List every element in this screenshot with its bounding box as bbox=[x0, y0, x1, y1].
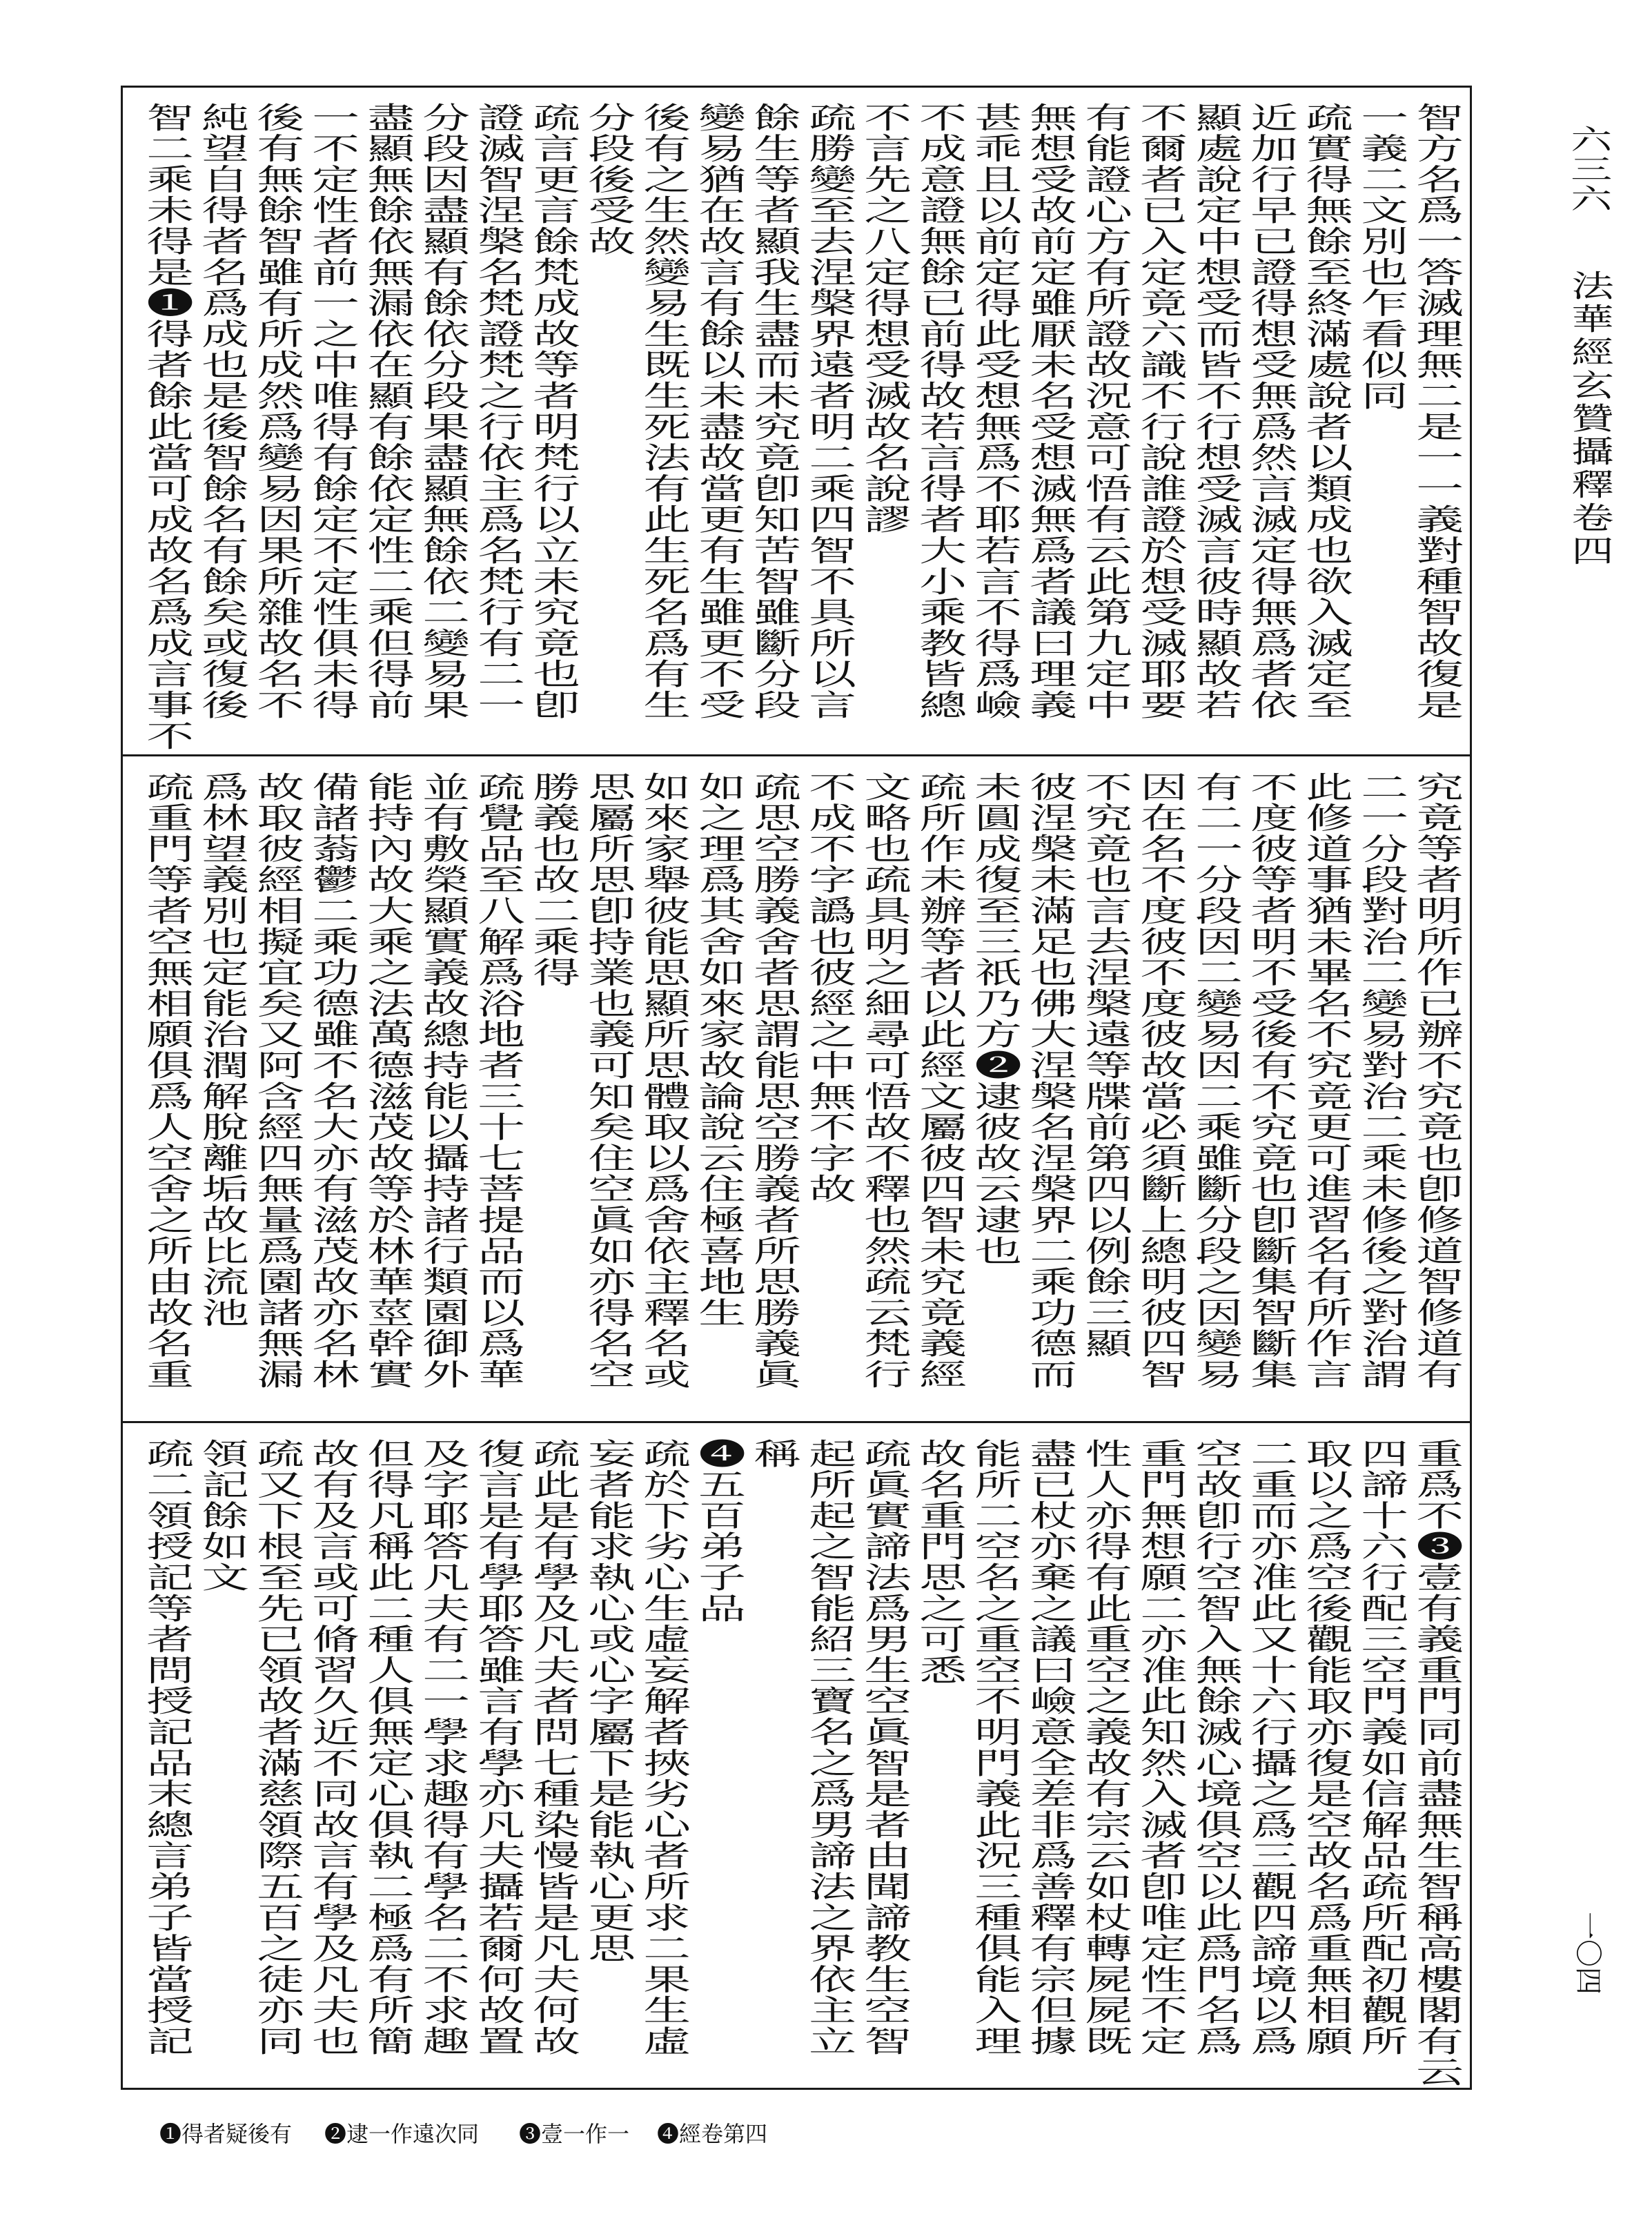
footnote: ❹經卷第四 bbox=[657, 2121, 768, 2147]
page-number: 一〇四 bbox=[1572, 1912, 1604, 1995]
text-column: 重門無想願二亦准此知然入滅者卽唯定性不定 bbox=[1132, 1438, 1188, 2057]
text-column: 究竟等者明所作已辦不究竟也卽修道智修道有 bbox=[1408, 772, 1464, 1390]
text-column: 盡顯無餘依無漏依在顯有餘依定性二乘但得前 bbox=[360, 102, 415, 721]
text-column: 後有之生然變易生既生死法有此生死名爲有生 bbox=[636, 102, 691, 721]
text-column: 有二一分段因二變易因二乘雖斷分段之因變易 bbox=[1188, 772, 1243, 1390]
text-column: 故名重門思之可悉 bbox=[912, 1438, 967, 1686]
text-column: 疏思空勝義舍者思謂能思空勝義者所思勝義眞 bbox=[746, 772, 801, 1390]
text-column: 妄者能求執心或心字屬下是能執心更思 bbox=[580, 1438, 636, 1964]
register-top bbox=[121, 86, 1472, 752]
text-column: 疏所作未辦等者以此經文屬彼四智未究竟義經 bbox=[912, 772, 967, 1390]
text-column: 領記餘如文 bbox=[194, 1438, 249, 1593]
text-column: 並有敷榮顯實義故總持能以攝持諸行類園御外 bbox=[415, 772, 470, 1390]
text-column: 疏眞實諦法爲男生空眞智是者由聞諦教生空智 bbox=[856, 1438, 912, 2057]
text-column: 智方名爲一答滅理無二是一一義對種智故復是 bbox=[1408, 102, 1464, 721]
text-column: 疏覺品至八解爲浴地者三十七菩提品而以爲華 bbox=[470, 772, 525, 1390]
text-column: 勝義也故二乘得 bbox=[525, 772, 580, 988]
register-middle bbox=[121, 755, 1472, 1422]
text-column: 但得凡稱此二種人俱無定心俱執二極爲有所簡 bbox=[360, 1438, 415, 2057]
text-column: 疏重門等者空無相願俱爲人空舍之所由故名重 bbox=[139, 772, 194, 1390]
text-column: 此修道事猶未畢名不究竟更可進習名有所作言 bbox=[1298, 772, 1353, 1390]
footnote: ❶得者疑後有 bbox=[159, 2121, 293, 2147]
text-column: 近加行早已證得想受無爲然言滅定得無爲者依 bbox=[1243, 102, 1298, 721]
text-column: 不成不字譌也彼經之中無不字故 bbox=[801, 772, 856, 1205]
text-column: 分段後受故 bbox=[580, 102, 636, 257]
text-column: 疏二領授記等者問授記品末總言弟子皆當授記 bbox=[139, 1438, 194, 2057]
text-column: 故有及言或可脩習久近不同故言有學及凡夫也 bbox=[304, 1438, 360, 2057]
text-column: 空故卽行空智入無餘滅心境俱空以此爲門名爲 bbox=[1188, 1438, 1243, 2057]
column-stack bbox=[139, 772, 1464, 1422]
text-column: 因在名不度彼不度彼故當必須斷上總明彼四智 bbox=[1132, 772, 1188, 1390]
chapter-title: ❹五百弟子品 bbox=[691, 1438, 746, 1624]
text-column: 甚乖且以前定得此受想無爲不耶若言不得爲嶮 bbox=[967, 102, 1022, 721]
text-column: 有能證心方有所證故況意可悟有云此第九定中 bbox=[1077, 102, 1132, 721]
text-column: 無想受故前定雖厭未名受想滅無爲者議曰理義 bbox=[1022, 102, 1077, 721]
text-column: 不度彼等者明不受後有不究竟也卽斷集智斷集 bbox=[1243, 772, 1298, 1390]
text-column: 後有無餘智雖有所成然爲變易因果所雜故名不 bbox=[249, 102, 304, 721]
text-column: 如來家舉彼能思顯所思體取以爲舍依主釋名或 bbox=[636, 772, 691, 1390]
text-column: 疏言更言餘梵成故等者明梵行以立未究竟也卽 bbox=[525, 102, 580, 721]
text-column: 疏實得無餘至終滿處說者以類成也欲入滅定至 bbox=[1298, 102, 1353, 721]
text-column: 二一分段對治二變易對治二乘未修後之對治謂 bbox=[1353, 772, 1408, 1390]
text-column: 疏於下劣心生虛妄解者挾劣心者所求二果生虛 bbox=[636, 1438, 691, 2057]
text-column: 如之理爲其舍如來家故論說云住極喜地生 bbox=[691, 772, 746, 1329]
text-column: 爲林望義別也定能治潤解脫離垢故比流池 bbox=[194, 772, 249, 1329]
text-column: 盡已杖亦棄之議曰嶮意全差非爲善釋有宗但據 bbox=[1022, 1438, 1077, 2057]
text-column: 文略也疏具明之細尋可悟故不釋也然疏云梵行 bbox=[856, 772, 912, 1390]
text-column: 不言先之八定得想受滅故名說謬 bbox=[856, 102, 912, 536]
text-column: 復言是有學耶答雖言有學亦凡夫攝若爾何故置 bbox=[470, 1438, 525, 2057]
header-page-index: 六三六 bbox=[1564, 125, 1612, 214]
text-column: 故取彼經相擬宜矣又阿含經四無量爲園諸無漏 bbox=[249, 772, 304, 1390]
text-column: 取以之爲空後觀能取亦復是空故名爲重無相願 bbox=[1298, 1438, 1353, 2057]
text-column: 能所二空名之重空不明門義此況三種俱能入理 bbox=[967, 1438, 1022, 2057]
text-column: 分段因盡顯有餘依分段果盡顯無餘依二變易果 bbox=[415, 102, 470, 721]
column-stack bbox=[139, 102, 1464, 752]
text-column: 未圓成復至三祇乃方❷逮彼故云逮也 bbox=[967, 772, 1022, 1266]
text-column: 能持內故大乘之法萬德滋茂故等於林華莖幹實 bbox=[360, 772, 415, 1390]
column-stack bbox=[139, 1438, 1464, 2088]
text-column: 備諸蓊鬱二乘功德雖不名大亦有滋茂故亦名林 bbox=[304, 772, 360, 1390]
text-column: 一不定性者前一之中唯得有餘定不定性俱未得 bbox=[304, 102, 360, 721]
text-column: 不成意證無餘已前得故若言得者大小乘教皆總 bbox=[912, 102, 967, 721]
text-column: 一義二文別也乍看似同 bbox=[1353, 102, 1408, 411]
text-column: 稱 bbox=[746, 1438, 801, 1469]
text-column: 證滅智涅槃名梵證梵之行依主爲名梵行有二一 bbox=[470, 102, 525, 721]
header-title: 法華經玄贊攝釋卷四 bbox=[1564, 270, 1613, 568]
text-column: 顯處說定中想受而皆不行想受滅言彼時顯故若 bbox=[1188, 102, 1243, 721]
text-column: 純望自得者名爲成也是後智餘名有餘矣或復後 bbox=[194, 102, 249, 721]
footnote: ❷逮一作遠次同 bbox=[324, 2121, 480, 2147]
text-column: 彼涅槃未滿足也佛大涅槃名涅槃界二乘功德而 bbox=[1022, 772, 1077, 1390]
text-column: 二重而亦准此又十六行攝之爲三觀四諦境以爲 bbox=[1243, 1438, 1298, 2057]
register-bottom bbox=[121, 1422, 1472, 2088]
text-column: 智二乘未得是❶得者餘此當可成故名爲成言事不 bbox=[139, 102, 194, 752]
text-column: 疏此是有學及凡夫者問七種染慢皆是凡夫何故 bbox=[525, 1438, 580, 2057]
text-column: 不爾者已入定竟六識不行說誰證於想受滅耶要 bbox=[1132, 102, 1188, 721]
text-column: 四諦十六行配三空門義如信解品疏所配初觀所 bbox=[1353, 1438, 1408, 2057]
text-column: 及字耶答凡夫有二一學求趣得有學名二不求趣 bbox=[415, 1438, 470, 2057]
text-column: 餘生等者顯我生盡而未究竟卽知苦智雖斷分段 bbox=[746, 102, 801, 721]
text-column: 性人亦得有此重空之義故有宗云如杖轉屍屍既 bbox=[1077, 1438, 1132, 2057]
footnote: ❸壹一作一 bbox=[519, 2121, 630, 2147]
text-column: 思屬所思卽持業也義可知矣住空眞如亦得名空 bbox=[580, 772, 636, 1390]
text-column: 起所起之智能紹三寶名之爲男諦法之界依主立 bbox=[801, 1438, 856, 2057]
text-column: 重爲不❸壹有義重門同前盡無生智稱高樓閣有云 bbox=[1408, 1438, 1464, 2088]
text-column: 疏又下根至先已領故者滿慈領際五百之徒亦同 bbox=[249, 1438, 304, 2057]
text-column: 疏勝變至去涅槃界遠者明二乘四智不具所以言 bbox=[801, 102, 856, 721]
text-column: 變易猶在故言有餘以未盡故當更有生雖更不受 bbox=[691, 102, 746, 721]
text-column: 不究竟也言去涅槃遠等牒前第四以例餘三顯 bbox=[1077, 772, 1132, 1360]
